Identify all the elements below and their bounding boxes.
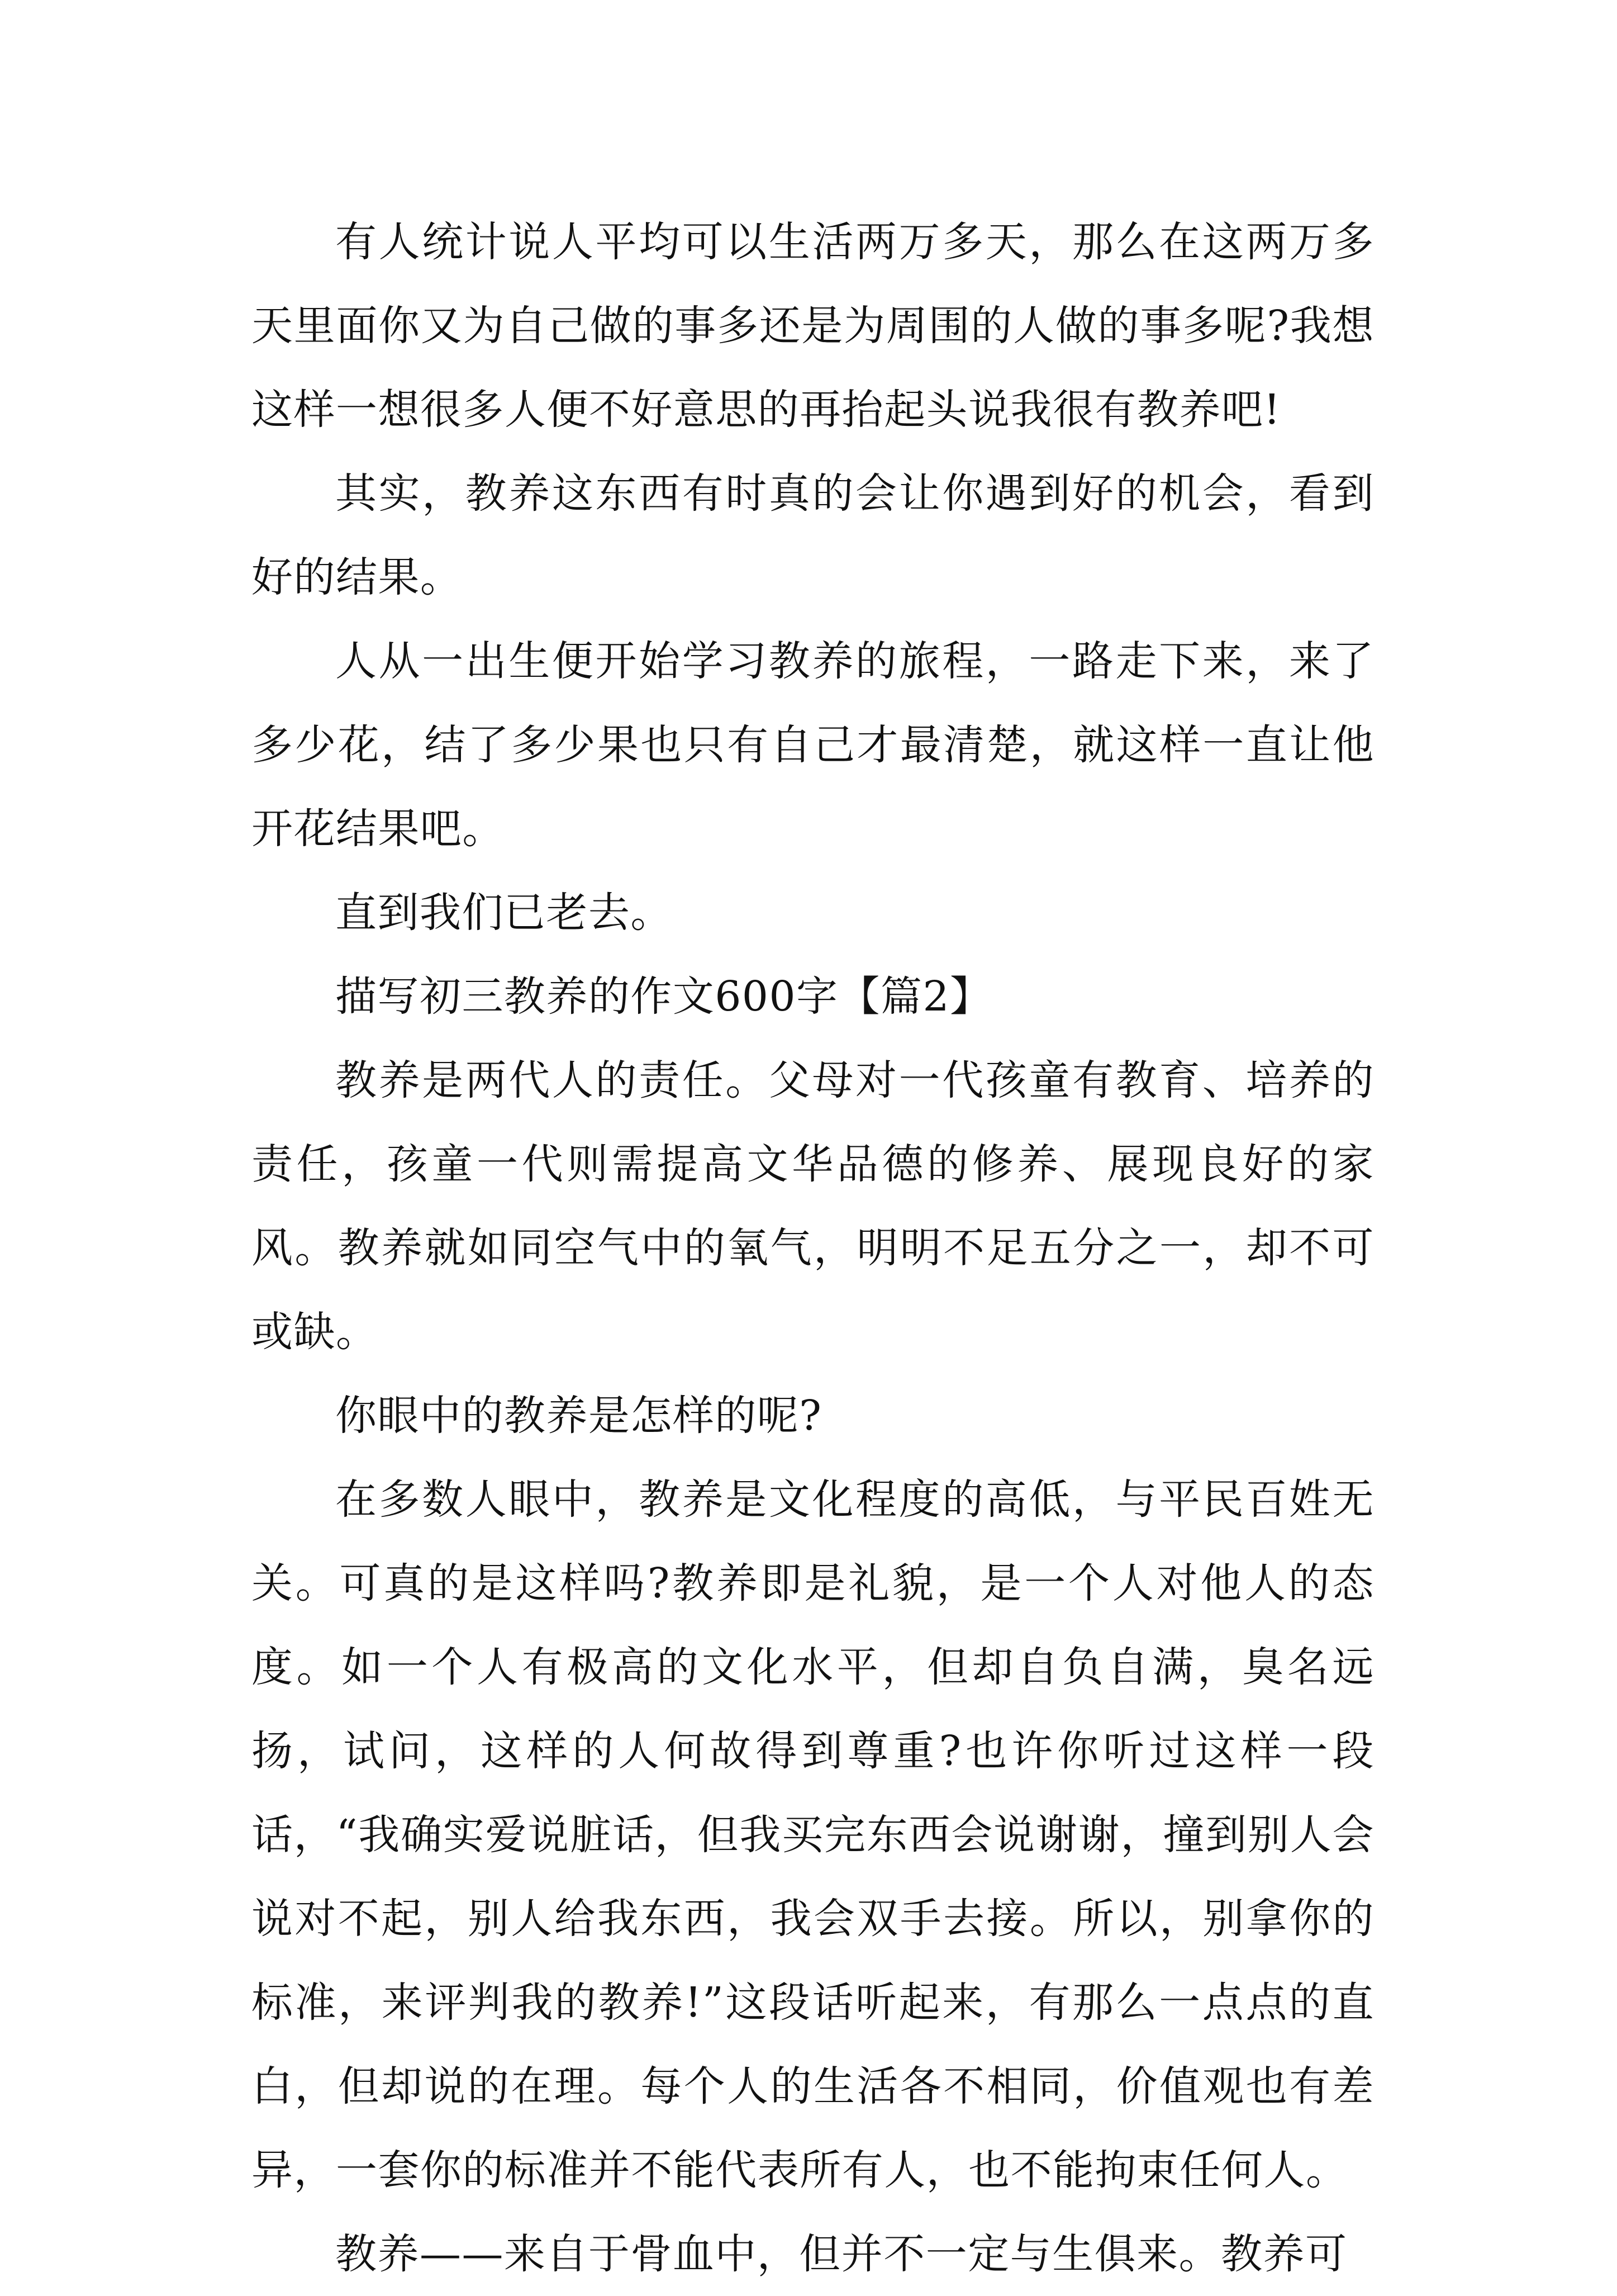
paragraph-1: 有人统计说人平均可以生活两万多天，那么在这两万多天里面你又为自己做的事多还是为周围的人做的事多呢?我想这样一想很多人便不好意思的再抬起头说我很有教养吧! — [251, 218, 1375, 434]
paragraph-2: 其实，教养这东西有时真的会让你遇到好的机会，看到好的结果。 — [251, 469, 1375, 601]
paragraph-3: 人从一出生便开始学习教养的旅程，一路走下来，来了多少花，结了多少果也只有自己才最清楚，就这样一直让他开花结果吧。 — [251, 637, 1375, 853]
section-heading: 描写初三教养的作文600字【篇2】 — [335, 973, 992, 1021]
paragraph-8: 在多数人眼中，教养是文化程度的高低，与平民百姓无关。可真的是这样吗?教养即是礼貌，是一个人对他人的态度。如一个人有极高的文化水平，但却自负自满，臭名远扬，试问，这样的人何故得到尊重?也许你听过这样一段话，“我确实爱说脏话，但我买完东西会说谢谢，撞到别人会说对不起，别人给我东西，我会双手去接。所以，别拿你的标准，来评判我的教养!”这段话听起来，有那么一点点的直白，但却说的在理。每个人的生活各不相同，价值观也有差异，一套你的标准并不能代表所有人，也不能拘束任何人。 — [251, 1476, 1375, 2194]
paragraph-6: 教养是两代人的责任。父母对一代孩童有教育、培养的责任，孩童一代则需提高文华品德的修养、展现良好的家风。教养就如同空气中的氧气，明明不足五分之一，却不可或缺。 — [251, 1056, 1375, 1356]
document-body — [251, 200, 1375, 2296]
paragraph-7: 你眼中的教养是怎样的呢? — [335, 1392, 822, 1440]
paragraph-9: 教养——来自于骨血中，但并不一定与生俱来。教养可 — [335, 2230, 1348, 2278]
paragraph-4: 直到我们已老去。 — [335, 889, 673, 937]
